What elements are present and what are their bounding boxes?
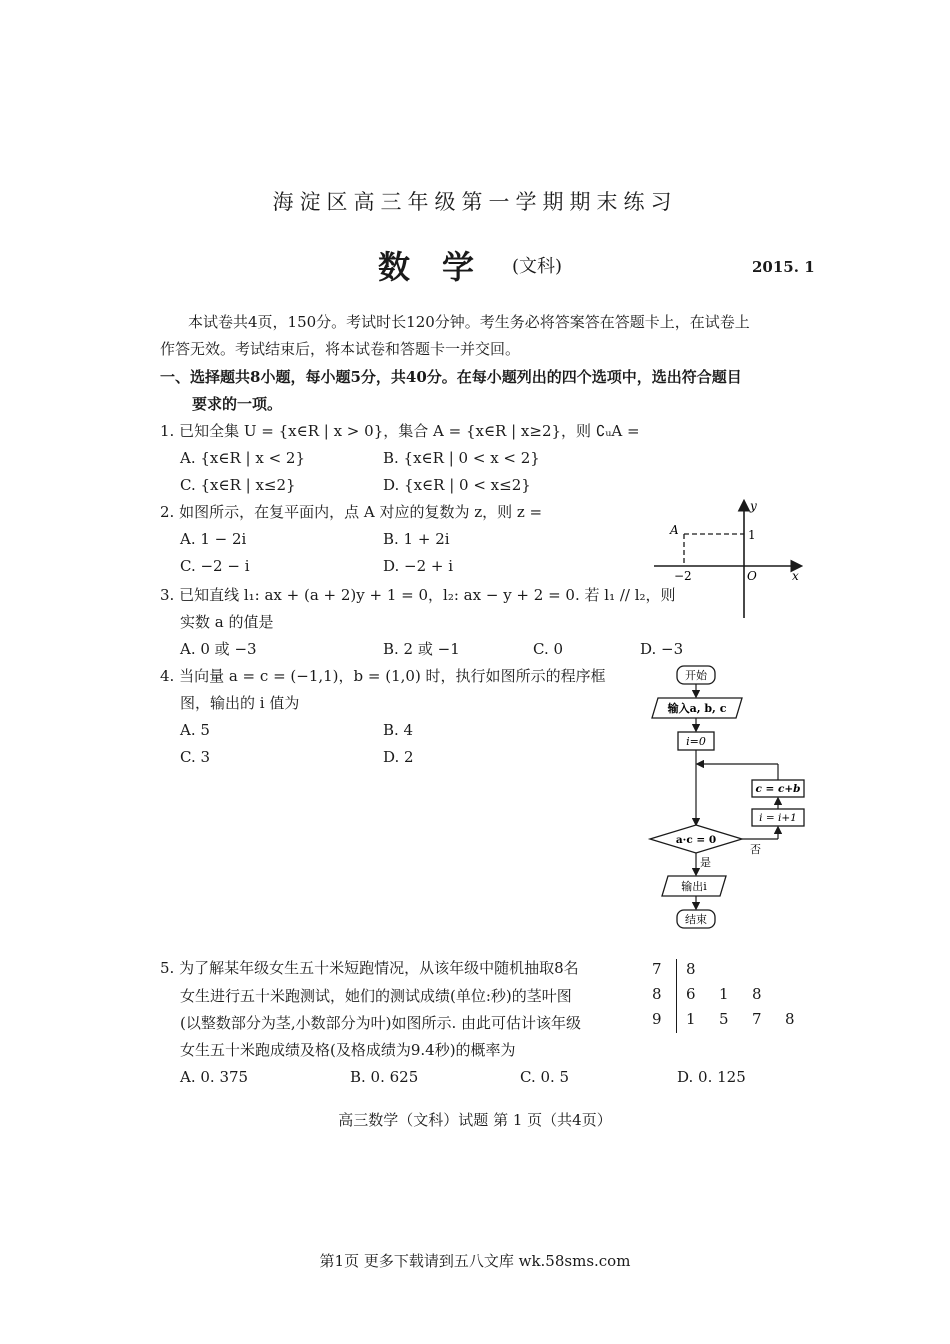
q2-option-d: D. −2 + i [383,557,454,575]
q4-option-a: A. 5 [180,721,210,739]
q3-option-b: B. 2 或 −1 [383,640,460,658]
q2-stem: 2. 如图所示，在复平面内，点 A 对应的复数为 z，则 z = [160,503,543,521]
q4-stem-line-2: 图，输出的 i 值为 [180,694,300,712]
leaf-value: 7 [752,1010,762,1028]
leaf-value: 6 [686,985,696,1003]
subject-note: (文科) [512,256,563,277]
leaf-value: 8 [686,960,696,978]
q2-option-c: C. −2 − i [180,557,250,575]
leaf-value: 8 [785,1010,795,1028]
q5-stem-line-2: 女生进行五十米跑测试，她们的测试成绩(单位:秒)的茎叶图 [180,987,572,1005]
q5-option-c: C. 0. 5 [520,1068,570,1086]
origin-label: O [747,569,757,583]
stem-value: 7 [652,960,662,978]
q5-stem-line-3: (以整数部分为茎,小数部分为叶)如图所示. 由此可估计该年级 [180,1014,582,1032]
q1-option-c: C. {x∈R | x≤2} [180,476,296,494]
y-tick-label: 1 [748,528,756,542]
exam-title: 海淀区高三年级第一学期期末练习 [272,190,678,214]
q1-stem: 1. 已知全集 U = {x∈R | x > 0}，集合 A = {x∈R | x≥2}，则 ∁ᵤA = [160,422,640,440]
leaf-value: 5 [719,1010,729,1028]
q5-option-d: D. 0. 125 [677,1068,746,1086]
leaf-value: 1 [719,985,729,1003]
y-axis-label: y [750,499,757,513]
flow-update-c-label: c = c+b [755,783,801,795]
leaf-value: 8 [752,985,762,1003]
q2-option-a: A. 1 − 2i [180,530,247,548]
flow-start-label: 开始 [685,669,707,682]
flow-no-label: 否 [750,843,761,856]
flow-yes-label: 是 [700,856,711,869]
subject-title: 数学 [378,248,507,286]
section1-line-1: 一、选择题共8小题，每小题5分，共40分。在每小题列出的四个选项中，选出符合题目 [160,368,742,386]
leaf-value: 1 [686,1010,696,1028]
q4-option-b: B. 4 [383,721,414,739]
flowchart-figure [640,664,820,930]
download-note: 第1页 更多下载请到五八文库 wk.58sms.com [319,1252,631,1270]
stem-leaf-plot [648,957,818,1037]
flow-condition-label: a·c = 0 [675,834,717,846]
q1-option-d: D. {x∈R | 0 < x≤2} [383,476,531,494]
flow-output-label: 输出i [681,880,707,893]
stem-leaf-divider [676,959,677,1033]
q5-stem-line-4: 女生五十米跑成绩及格(及格成绩为9.4秒)的概率为 [180,1041,516,1059]
q3-stem-line-1: 3. 已知直线 l₁: ax + (a + 2)y + 1 = 0，l₂: ax − y + 2 = 0. 若 l₁ // l₂，则 [160,586,676,604]
intro-line-2: 作答无效。考试结束后，将本试卷和答题卡一并交回。 [160,340,521,358]
flow-update-i-label: i = i+1 [759,812,797,824]
q3-option-c: C. 0 [533,640,564,658]
x-axis-label: x [792,569,799,583]
flow-end-label: 结束 [685,913,707,926]
q4-option-d: D. 2 [383,748,414,766]
x-tick-label: −2 [674,569,692,583]
intro-line-1: 本试卷共4页，150分。考试时长120分钟。考生务必将答案答在答题卡上，在试卷上 [188,313,750,331]
exam-date: 2015. 1 [752,258,815,276]
q5-option-b: B. 0. 625 [350,1068,419,1086]
q3-stem-line-2: 实数 a 的值是 [180,613,274,631]
q3-option-a: A. 0 或 −3 [180,640,257,658]
stem-value: 9 [652,1010,662,1028]
page-footer: 高三数学（文科）试题 第 1 页（共4页） [338,1111,612,1129]
point-a-label: A [670,523,679,537]
q3-option-d: D. −3 [640,640,684,658]
q5-stem-line-1: 5. 为了解某年级女生五十米短跑情况，从该年级中随机抽取8名 [160,959,579,977]
flow-input-label: 输入a, b, c [667,702,727,715]
section1-line-2: 要求的一项。 [192,395,283,413]
q1-option-a: A. {x∈R | x < 2} [180,449,306,467]
q1-option-b: B. {x∈R | 0 < x < 2} [383,449,540,467]
q2-option-b: B. 1 + 2i [383,530,450,548]
q4-stem-line-1: 4. 当向量 a = c = (−1,1)，b = (1,0) 时，执行如图所示的程序框 [160,667,606,685]
stem-value: 8 [652,985,662,1003]
q5-option-a: A. 0. 375 [180,1068,249,1086]
q4-option-c: C. 3 [180,748,211,766]
flow-init-label: i=0 [686,735,706,748]
